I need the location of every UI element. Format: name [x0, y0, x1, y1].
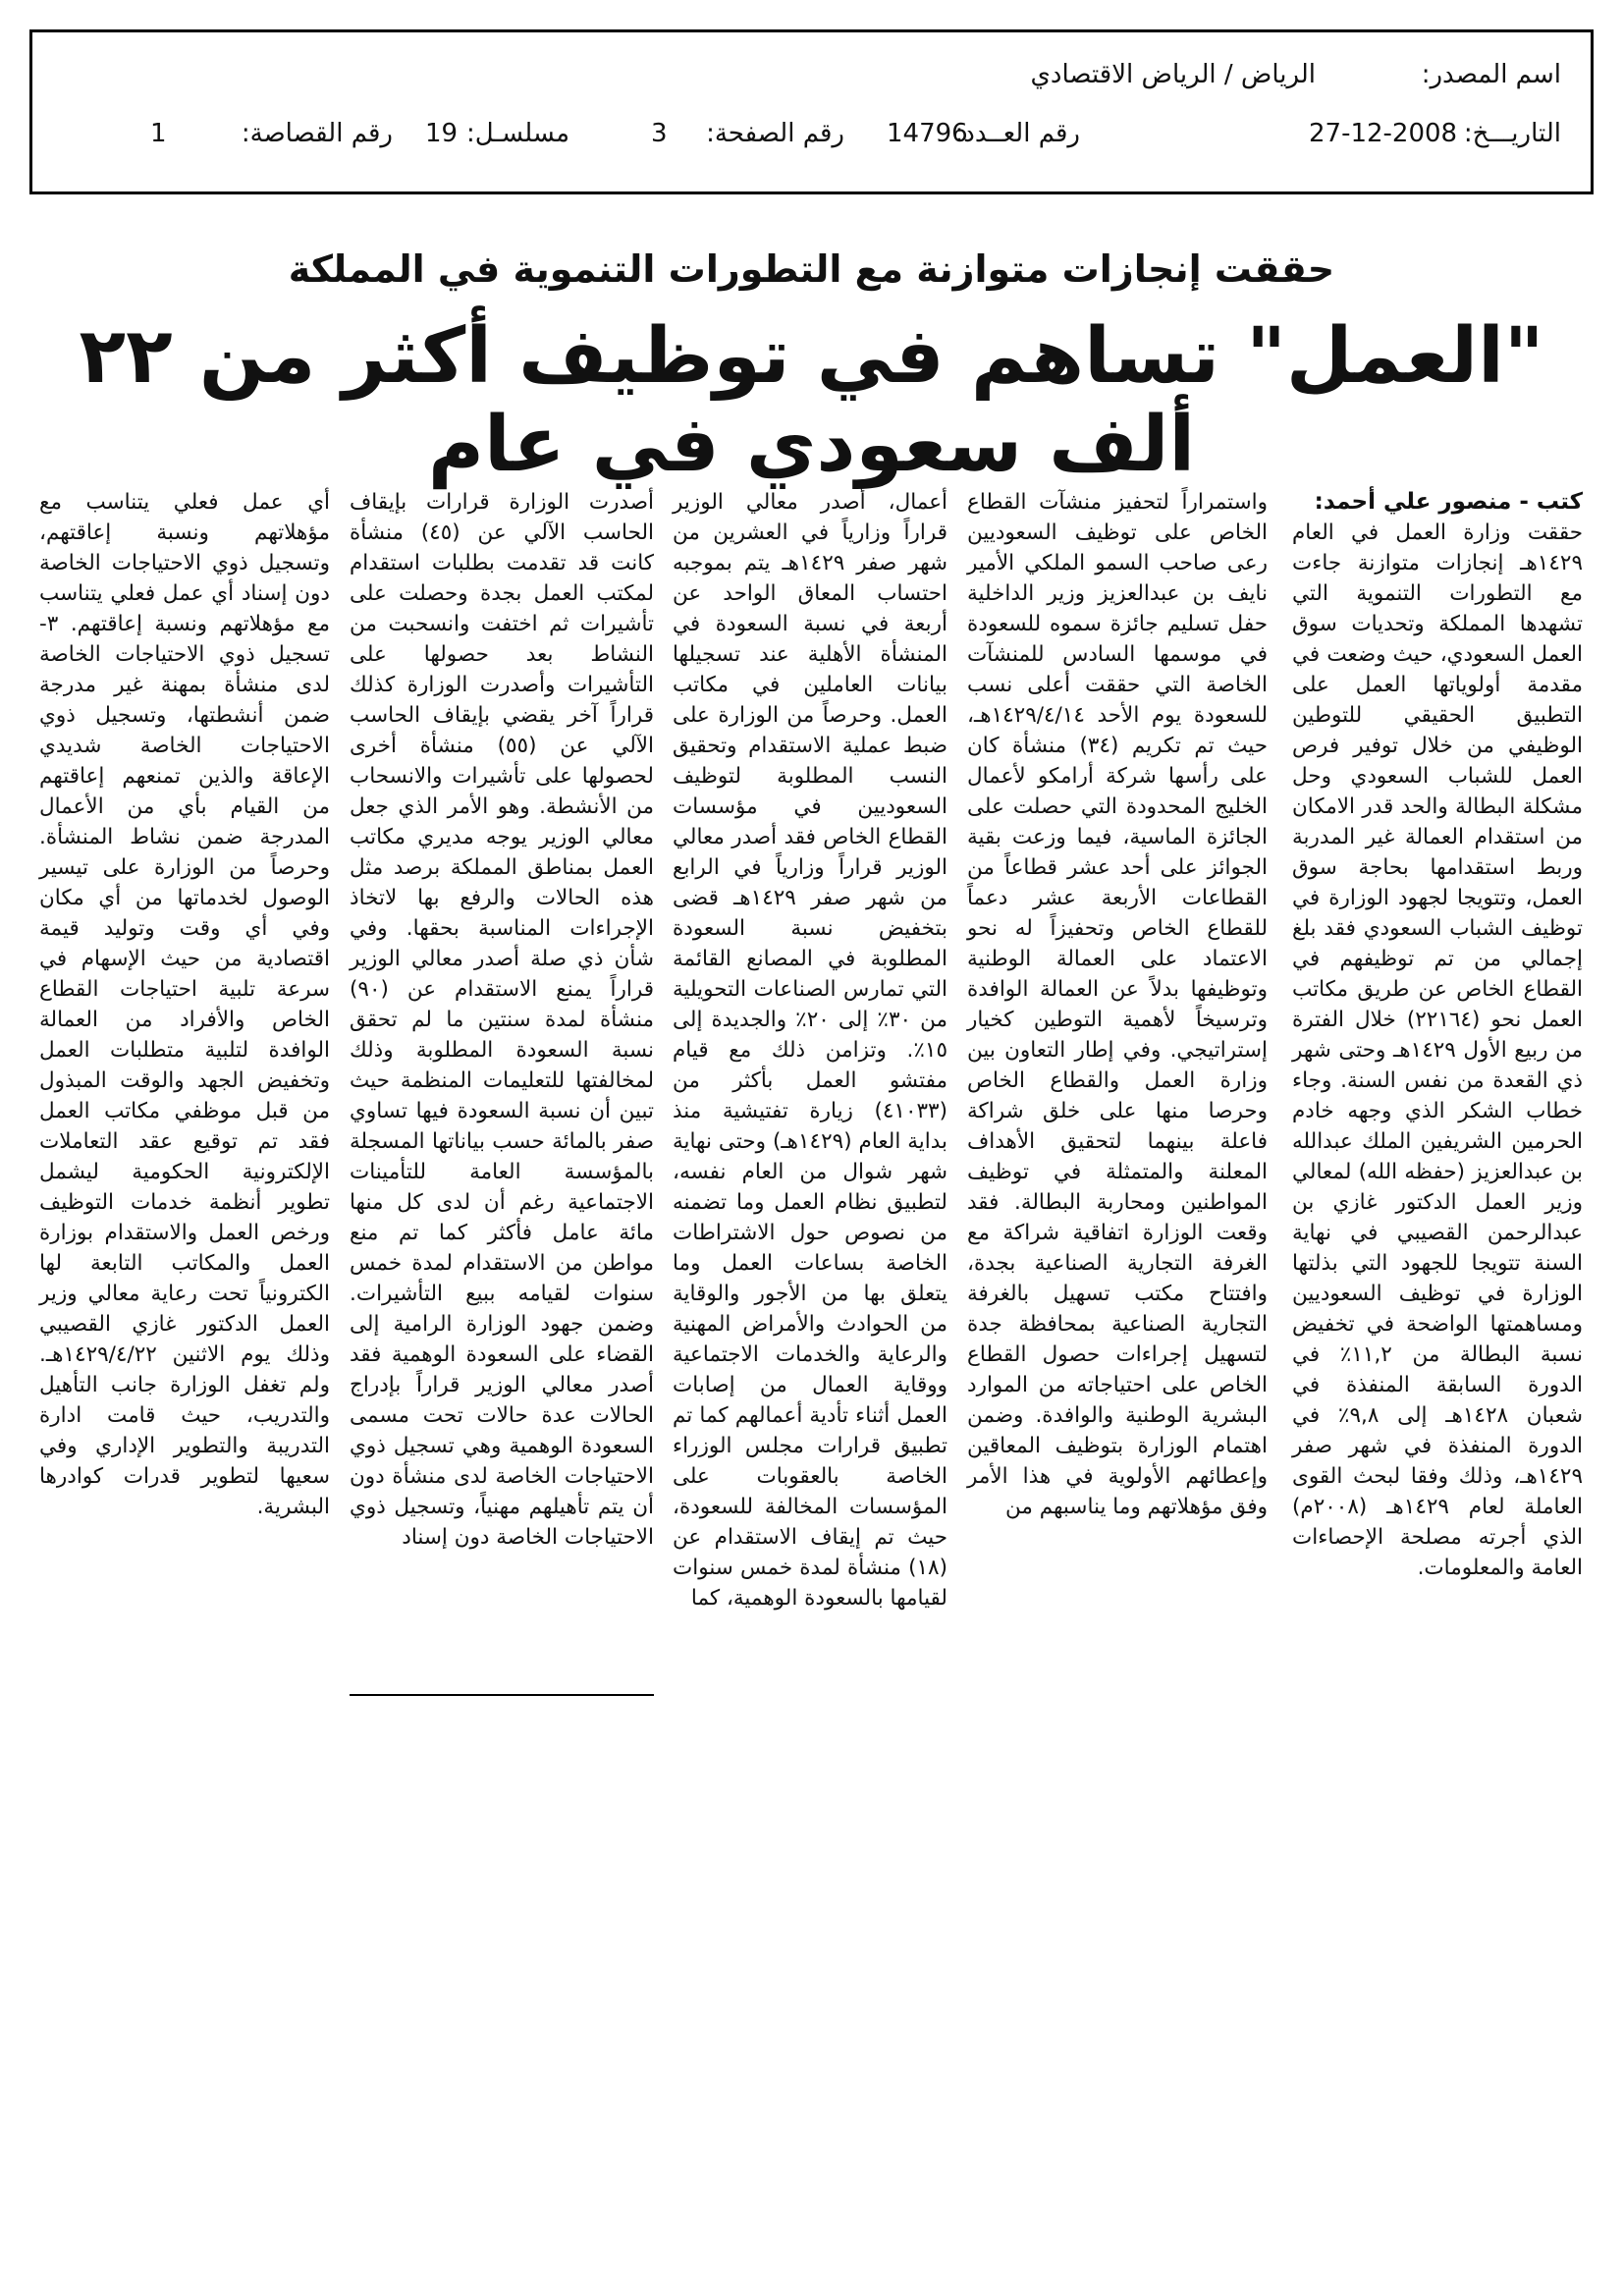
- serial-label: مسلسـل:: [466, 119, 569, 148]
- column-2-text: واستمراراً لتحفيز منشآت القطاع الخاص على توظيف السعوديين رعى صاحب السمو الملكي الأمير نايف بن عبدالعزيز وزير الداخلية حفل تسليم جائزة سموه للسعودة في موسمها السادس للمنشآت الخاصة التي حققت أعلى نسب للسعودة يوم الأحد ١٤٢٩/٤/١٤هـ، حيث تم تكريم (٣٤) منشأة كان على رأسها شركة أرامكو لأعمال الخليج المحدودة التي حصلت على الجائزة الماسية، فيما وزعت بقية الجوائز على أحد عشر قطاعاً من القطاعات الأربعة عشر دعماً للقطاع الخاص وتحفيزاً له نحو الاعتماد على العمالة الوطنية وتوظيفها بدلاً عن العمالة الوافدة وترسيخاً لأهمية التوطين كخيار إستراتيجي. وفي إطار التعاون بين وزارة العمل والقطاع الخاص وحرصا منها على خلق شراكة فاعلة بينهما لتحقيق الأهداف المعلنة والمتمثلة في توظيف المواطنين ومحاربة البطالة. فقد وقعت الوزارة اتفاقية شراكة مع الغرفة التجارية الصناعية بجدة، وافتتاح مكتب تسهيل بالغرفة التجارية الصناعية بمحافظة جدة لتسهيل إجراءات حصول القطاع الخاص على احتياجاته من الموارد البشرية الوطنية والوافدة. وضمن اهتمام الوزارة بتوظيف المعاقين وإعطائهم الأولوية في هذا الأمر وفق مؤهلاتهم وما يناسبهم من: [967, 490, 1268, 1519]
- article-column-3: [673, 487, 947, 1613]
- byline: كتب - منصور علي أحمد:: [1314, 489, 1583, 515]
- column-5-text: أي عمل فعلي يتناسب مع مؤهلاتهم ونسبة إعاقتهم، وتسجيل ذوي الاحتياجات الخاصة دون إسناد أي عمل فعلي يتناسب مع مؤهلاتهم ونسبة إعاقتهم. ٣- تسجيل ذوي الاحتياجات الخاصة لدى منشأة بمهنة غير مدرجة ضمن أنشطتها، وتسجيل ذوي الاحتياجات الخاصة شديدي الإعاقة والذين تمنعهم إعاقتهم من القيام بأي من الأعمال المدرجة ضمن نشاط المنشأة. وحرصاً من الوزارة على تيسير الوصول لخدماتها من أي مكان وفي أي وقت وتوليد قيمة اقتصادية من حيث الإسهام في سرعة تلبية احتياجات القطاع الخاص والأفراد من العمالة الوافدة لتلبية متطلبات العمل وتخفيض الجهد والوقت المبذول من قبل موظفي مكاتب العمل فقد تم توقيع عقد التعاملات الإلكترونية الحكومية ليشمل تطوير أنظمة خدمات التوظيف ورخص العمل والاستقدام بوزارة العمل والمكاتب التابعة لها الكترونياً تحت رعاية معالي وزير العمل الدكتور غازي القصيبي وذلك يوم الاثنين ١٤٢٩/٤/٢٢هـ. ولم تغفل الوزارة جانب التأهيل والتدريب، حيث قامت ادارة التدريبة والتطوير الإداري وفي سعيها لتطوير قدرات كوادرها البشرية.: [39, 490, 330, 1519]
- issue-value: 14796: [887, 119, 968, 148]
- date-value: 27-12-2008: [1309, 119, 1458, 148]
- source-label: اسم المصدر:: [1421, 60, 1561, 89]
- article-column-5: [39, 487, 330, 1522]
- article-column-2: [967, 487, 1268, 1522]
- article-column-4: [350, 487, 654, 1553]
- column-4-text: أصدرت الوزارة قرارات بإيقاف الحاسب الآلي عن (٤٥) منشأة كانت قد تقدمت بطلبات استقدام لمكتب العمل بجدة وحصلت على تأشيرات ثم اختفت وانسحبت من النشاط بعد حصولها على التأشيرات وأصدرت الوزارة كذلك قراراً آخر يقضي بإيقاف الحاسب الآلي عن (٥٥) منشأة أخرى لحصولها على تأشيرات والانسحاب من الأنشطة. وهو الأمر الذي جعل معالي الوزير يوجه مديري مكاتب العمل بمناطق المملكة برصد مثل هذه الحالات والرفع بها لاتخاذ الإجراءات المناسبة بحقها. وفي شأن ذي صلة أصدر معالي الوزير قراراً يمنع الاستقدام عن (٩٠) منشأة لمدة سنتين ما لم تحقق نسبة السعودة المطلوبة وذلك لمخالفتها للتعليمات المنظمة حيث تبين أن نسبة السعودة فيها تساوي صفر بالمائة حسب بياناتها المسجلة بالمؤسسة العامة للتأمينات الاجتماعية رغم أن لدى كل منها مائة عامل فأكثر كما تم منع مواطن من الاستقدام لمدة خمس سنوات لقيامه ببيع التأشيرات. وضمن جهود الوزارة الرامية إلى القضاء على السعودة الوهمية فقد أصدر معالي الوزير قراراً بإدراج الحالات عدة حالات تحت مسمى السعودة الوهمية وهي تسجيل ذوي الاحتياجات الخاصة لدى منشأة دون أن يتم تأهيلهم مهنياً، وتسجيل ذوي الاحتياجات الخاصة دون إسناد: [350, 490, 654, 1550]
- source-value: الرياض / الرياض الاقتصادي: [1030, 60, 1316, 89]
- article-subtitle: حققت إنجازات متوازنة مع التطورات التنموية في المملكة: [288, 247, 1335, 291]
- date-label: التاريـــخ:: [1463, 119, 1561, 148]
- serial-value: 19: [425, 119, 459, 148]
- clip-label: رقم القصاصة:: [241, 119, 393, 148]
- clipping-header-box: [29, 29, 1594, 194]
- clip-value: 1: [150, 119, 167, 148]
- article-column-1: [1292, 487, 1583, 1583]
- issue-label: رقم العــدد:: [954, 119, 1080, 148]
- column-3-text: أعمال، أصدر معالي الوزير قراراً وزارياً في العشرين من شهر صفر ١٤٢٩هـ يتم بموجبه احتساب المعاق الواحد عن أربعة في نسبة السعودة في المنشأة الأهلية عند تسجيلها بيانات العاملين في مكاتب العمل. وحرصاً من الوزارة على ضبط عملية الاستقدام وتحقيق النسب المطلوبة لتوظيف السعوديين في مؤسسات القطاع الخاص فقد أصدر معالي الوزير قراراً وزارياً في الرابع من شهر صفر ١٤٢٩هـ قضى بتخفيض نسبة السعودة المطلوبة في المصانع القائمة التي تمارس الصناعات التحويلية من ٣٠٪ إلى ٢٠٪ والجديدة إلى ١٥٪. وتزامن ذلك مع قيام مفتشو العمل بأكثر من (٤١٠٣٣) زيارة تفتيشية منذ بداية العام (١٤٢٩هـ) وحتى نهاية شهر شوال من العام نفسه، لتطبيق نظام العمل وما تضمنه من نصوص حول الاشتراطات الخاصة بساعات العمل وما يتعلق بها من الأجور والوقاية من الحوادث والأمراض المهنية والرعاية والخدمات الاجتماعية ووقاية العمال من إصابات العمل أثناء تأدية أعمالهم كما تم تطبيق قرارات مجلس الوزراء الخاصة بالعقوبات على المؤسسات المخالفة للسعودة، حيث تم إيقاف الاستقدام عن (١٨) منشأة لمدة خمس سنوات لقيامها بالسعودة الوهمية، كما: [673, 490, 948, 1611]
- page-value: 3: [651, 119, 668, 148]
- column-4-bottom-rule: [350, 1694, 654, 1696]
- page-label: رقم الصفحة:: [706, 119, 844, 148]
- article-title: "العمل" تساهم في توظيف أكثر من ٢٢ ألف سعودي في عام: [79, 312, 1544, 489]
- column-1-text: حققت وزارة العمل في العام ١٤٢٩هـ إنجازات متوازنة جاءت مع التطورات التنموية التي تشهدها المملكة وتحديات سوق العمل السعودي، حيث وضعت في مقدمة أولوياتها العمل على التطبيق الحقيقي للتوطين الوظيفي من خلال توفير فرص العمل للشباب السعودي وحل مشكلة البطالة والحد قدر الامكان من استقدام العمالة غير المدربة وربط استقدامها بحاجة سوق العمل، وتتويجا لجهود الوزارة في توظيف الشباب السعودي فقد بلغ إجمالي من تم توظيفهم في القطاع الخاص عن طريق مكاتب العمل نحو (٢٢١٦٤) خلال الفترة من ربيع الأول ١٤٢٩هـ وحتى شهر ذي القعدة من نفس السنة. وجاء خطاب الشكر الذي وجهه خادم الحرمين الشريفين الملك عبدالله بن عبدالعزيز (حفظه الله) لمعالي وزير العمل الدكتور غازي بن عبدالرحمن القصيبي في نهاية السنة تتويجا للجهود التي بذلتها الوزارة في توظيف السعوديين ومساهمتها الواضحة في تخفيض نسبة البطالة من ١١,٢٪ في الدورة السابقة المنفذة في شعبان ١٤٢٨هـ إلى ٩,٨٪ في الدورة المنفذة في شهر صفر ١٤٢٩هـ، وذلك وفقا لبحث القوى العاملة لعام ١٤٢٩هـ (٢٠٠٨م) الذي أجرته مصلحة الإحصاءات العامة والمعلومات.: [1292, 520, 1584, 1580]
